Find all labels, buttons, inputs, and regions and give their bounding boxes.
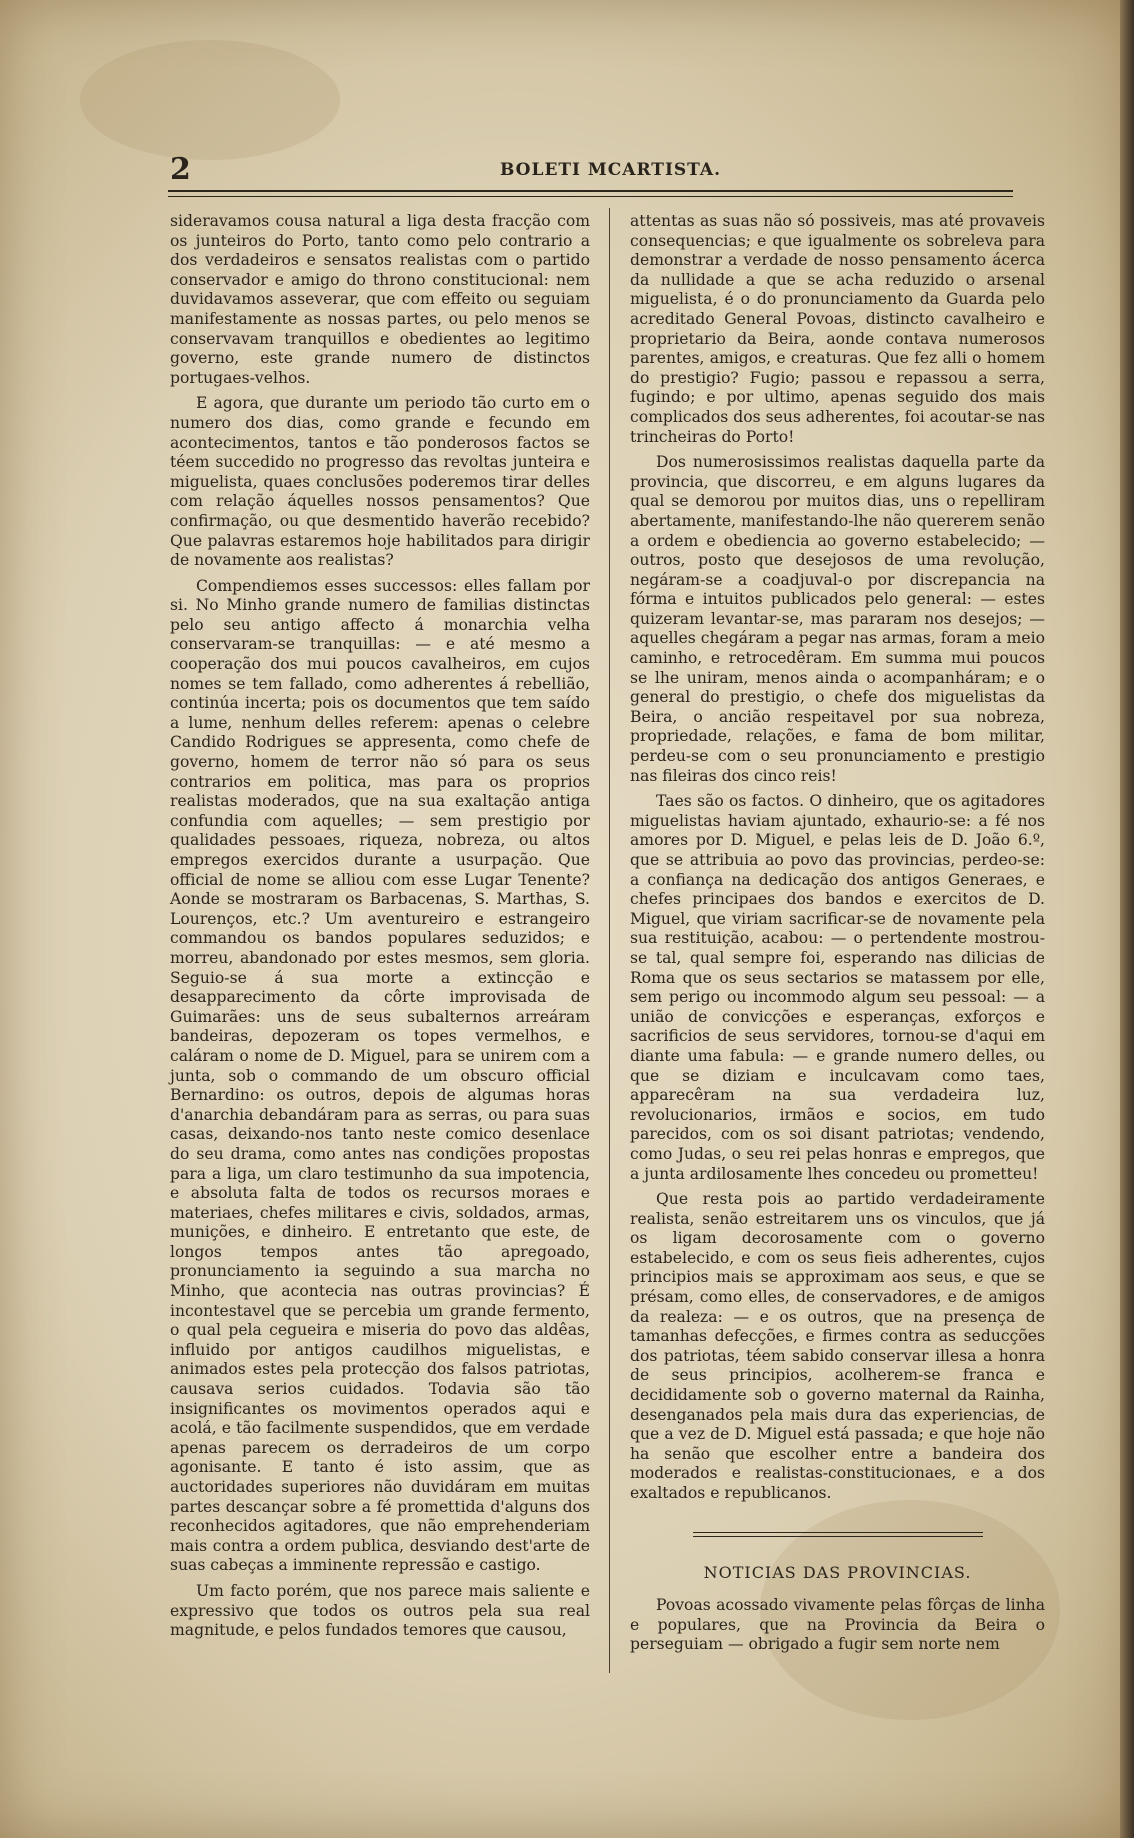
- section-heading: NOTICIAS DAS PROVINCIAS.: [703, 1562, 972, 1582]
- page-header: [170, 152, 1030, 187]
- page-number: 2: [170, 152, 191, 187]
- paragraph: E agora, que durante um periodo tão curto em o numero dos dias, como grande e fecundo em acontecimentos, tantos e tão ponderosos factos se téem succedido no progresso das revoltas junteira e miguelista, quaes conclusões poderemos tirar delles com relação áquelles nossos pensamentos? Que confirmação, ou que desmentido haverão recebido? Que palavras estaremos hoje habilitados para dirigir de novamente aos realistas?: [170, 394, 590, 570]
- right-column: [630, 212, 1045, 1661]
- paragraph: Taes são os factos. O dinheiro, que os agitadores miguelistas haviam ajuntado, exhaurio-se: a fé nos amores por D. Miguel, e pelas leis de D. João 6.º, que se attribuia ao povo das provincias, perdeo-se: a confiança na dedicação dos antigos Generaes, e chefes principaes dos bandos e exercitos de D. Miguel, que viriam sacrificar-se de novamente pela sua restituição, acabou: — o pertendente mostrou-se tal, qual sempre foi, esperando nas dilicias de Roma que os seus sectarios se matassem por elle, sem perigo ou incommodo algum seu pessoal: — a união de convicções e esperanças, exforços e sacrificios de seus servidores, tornou-se d'aqui em diante uma fabula: — e grande numero delles, ou que se diziam e inculcavam como taes, apparecêram na sua verdadeira luz, revolucionarios, irmãos e socios, em tudo parecidos, com os soi disant patriotas; vendendo, como Judas, o seu rei pelas honras e empregos, que a junta ardilosamente lhes concedeu ou prometteu!: [630, 792, 1045, 1183]
- paragraph: attentas as suas não só possiveis, mas até provaveis consequencias; e que igualmente os sobreleva para demonstrar a verdade de nosso pensamento ácerca da nullidade a que se acha reduzido o arsenal miguelista, é o do pronunciamento da Guarda pelo acreditado General Povoas, distincto cavalheiro e proprietario da Beira, aonde contava numerosos parentes, amigos, e creaturas. Que fez alli o homem do prestigio? Fugio; passou e repassou a serra, fugindo; e por ultimo, apenas seguido dos mais complicados dos seus adherentes, foi acoutar-se nas trincheiras do Porto!: [630, 212, 1045, 446]
- paragraph: Um facto porém, que nos parece mais saliente e expressivo que todos os outros pela sua real magnitude, e pelos fundados temores que causou,: [170, 1581, 590, 1640]
- paragraph: Povoas acossado vivamente pelas fôrças de linha e populares, que na Provincia da Beira o perseguiam — obrigado a fugir sem norte nem: [630, 1596, 1045, 1654]
- paragraph: Compendiemos esses successos: elles fallam por si. No Minho grande numero de familias distinctas pelo seu antigo affecto á monarchia velha conservaram-se tranquillas: — e até mesmo a cooperação dos mui poucos cavalheiros, em cujos nomes se tem fallado, como adherentes á rebellião, continúa incerta; pois os documentos que tem saído a lume, nenhum delles referem: apenas o celebre Candido Rodrigues se appresenta, como chefe de governo, homem de terror não só para os seus contrarios em politica, mas para os proprios realistas moderados, que na sua exaltação antiga confundia com aquelles; — sem prestigio por qualidades pessoaes, riqueza, nobreza, ou altos empregos exercidos durante a usurpação. Que official de nome se alliou com esse Lugar Tenente? Aonde se mostraram os Barbacenas, S. Marthas, S. Lourenços, etc.? Um aventureiro e estrangeiro commandou os bandos populares seduzidos; e morreu, abandonado por estes mesmos, sem gloria. Seguio-se á sua morte a extincção e desapparecimento da côrte improvisada de Guimarães: uns de seus subalternos arreáram bandeiras, depozeram os topes vermelhos, e caláram o nome de D. Miguel, para se unirem com a junta, sob o commando de um obscuro official Bernardino: os outros, depois de algumas horas d'anarchia debandáram para as serras, ou para suas casas, deixando-nos tanto neste comico desenlace do seu drama, como antes nas condições propostas para a liga, um claro testimunho da sua impotencia, e absoluta falta de todos os recursos moraes e materiaes, chefes militares e civis, soldados, armas, munições, e dinheiro. E entretanto que este, de longos tempos antes tão apregoado, pronunciamento ia seguindo a sua marcha no Minho, que acontecia nas outras provincias? É incontestavel que se percebia um grande fermento, o qual pela cegueira e miseria do povo das aldêas, influido por antigos caudilhos miguelistas, e animados estes pela protecção dos falsos patriotas, causava serios cuidados. Todavia são tão insignificantes os movimentos operados aqui e acolá, e tão facilmente suspendidos, que em verdade apenas parecem os derradeiros de um corpo agonisante. E tanto é isto assim, que as auctoridades superiores não duvidáram em muitas partes descançar sobre a fé promettida d'alguns dos reconhecidos agitadores, que não emprehenderiam mais contra a ordem publica, desviando dest'arte de suas cabeças a imminente repressão e castigo.: [170, 576, 590, 1575]
- header-rule: [168, 190, 1013, 197]
- paragraph: Que resta pois ao partido verdadeiramente realista, senão estreitarem uns os vinculos, que já os ligam decorosamente com o governo estabelecido, e com os seus fieis adherentes, cujos principios mais se approximam aos seus, e que se présam, como elles, de conservadores, e de amigos da realeza: — e os outros, que na presença de tamanhas defecções, e firmes contra as seducções dos patriotas, téem sabido conservar illesa a honra de seus principios, acolherem-se franca e decididamente sob o governo maternal da Rainha, desenganados pela mais dura das experiencias, de que a vez de D. Miguel está passada; e que hoje não ha senão que escolher entre a bandeira dos moderados e realistas-constitucionaes, e a dos exaltados e republicanos.: [630, 1190, 1045, 1502]
- paragraph: Dos numerosissimos realistas daquella parte da provincia, que discorreu, e em alguns lugares da qual se demorou por muitos dias, uns o repelliram abertamente, manifestando-lhe não quererem senão a ordem e obediencia ao governo estabelecido; — outros, posto que desejosos de uma revolução, negáram-se a coadjuval-o por discrepancia na fórma e intuitos publicados pelo general: — estes quizeram levantar-se, mas pararam nos desejos; — aquelles chegáram a pegar nas armas, foram a meio caminho, e retrocedêram. Em summa mui poucos se lhe uniram, menos ainda o acompanháram; e o general do prestigio, o chefe dos miguelistas da Beira, o ancião respeitavel por sua nobreza, propriedade, relações, e fama de bom militar, perdeu-se com o seu pronunciamento e prestigio nas fileiras dos cinco reis!: [630, 453, 1045, 785]
- section-rule: [693, 1532, 983, 1537]
- paper-stain: [80, 40, 340, 160]
- paragraph: sideravamos cousa natural a liga desta fracção com os junteiros do Porto, tanto como pelo contrario a dos verdadeiros e sensatos realistas com o partido conservador e amigo do throno constitucional: nem duvidavamos asseverar, que com effeito ou seguiam manifestamente as nossas partes, ou pelo menos se conservavam tranquillos e obedientes ao legitimo governo, este grande numero de distinctos portugaes-velhos.: [170, 212, 590, 387]
- page-edge-shadow: [1120, 0, 1134, 1838]
- column-divider: [609, 208, 610, 1673]
- left-column: [170, 212, 590, 1647]
- running-title: BOLETI MCARTISTA.: [500, 160, 721, 180]
